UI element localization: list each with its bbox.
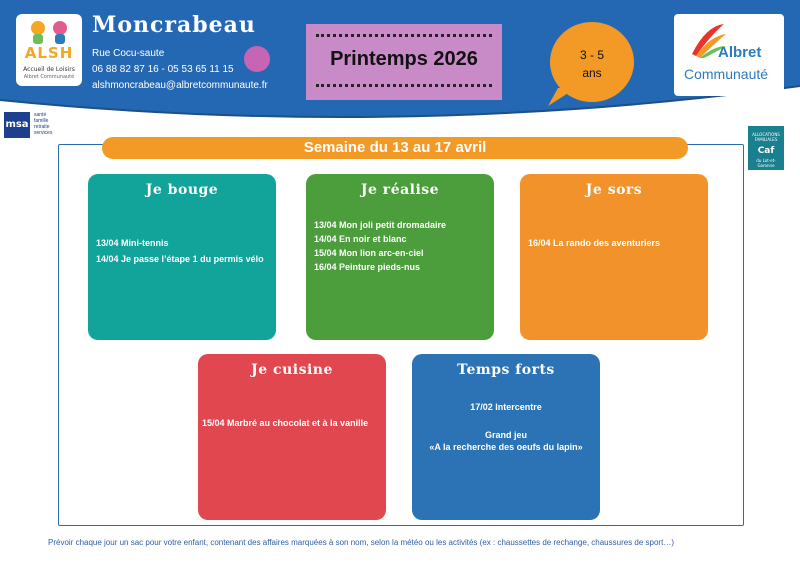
card-je-cuisine: [198, 354, 386, 520]
alsh-logo-subtitle: Accueil de Loisirs: [23, 66, 75, 73]
caf-logo-bottom: du Lot-et-Garonne: [756, 158, 776, 168]
msa-logo-line: retraite: [34, 124, 50, 130]
dotted-border-bottom: [316, 84, 492, 87]
alsh-logo-letters: ALSH: [24, 44, 74, 62]
age-unit: ans: [582, 66, 602, 80]
albret-logo-line1: Albret: [718, 44, 762, 61]
activity-item: 14/04 Je passe l’étape 1 du permis vélo: [96, 254, 264, 264]
msa-logo-mark: msa: [4, 112, 30, 138]
msa-logo: [4, 112, 64, 138]
activity-item: 13/04 Mini-tennis: [96, 238, 169, 248]
msa-logo-line: santé: [34, 112, 47, 118]
activity-item: 16/04 Peinture pieds-nus: [314, 262, 421, 272]
card-je-bouge: [88, 174, 276, 340]
activity-item: 14/04 En noir et blanc: [314, 234, 407, 244]
season-title: Printemps 2026: [330, 48, 478, 70]
week-title: Semaine du 13 au 17 avril: [102, 137, 688, 159]
caf-logo-mark: Caf: [757, 146, 775, 156]
decorative-dot: [244, 46, 270, 72]
age-range: 3 - 5: [579, 48, 604, 62]
footer-note: Prévoir chaque jour un sac pour votre enfant, contenant des affaires marquées à son nom, selon la météo ou les activités (ex : chaussettes de rechange, chaussures de sport…): [48, 538, 674, 547]
card-title: Je cuisine: [251, 362, 333, 378]
activity-item: 16/04 La rando des aventuriers: [528, 238, 661, 248]
activity-item: 13/04 Mon joli petit dromadaire: [314, 220, 447, 230]
age-bubble: [550, 22, 634, 102]
card-je-sors: [520, 174, 708, 340]
card-je-realise: [306, 174, 494, 340]
dotted-border-top: [316, 34, 492, 37]
caf-logo: [748, 126, 784, 170]
activity-item: 17/02 Intercentre: [470, 402, 542, 412]
card-title: Je sors: [585, 182, 643, 198]
caf-logo-top: ALLOCATIONS FAMILIALES: [752, 132, 780, 142]
card-temps-forts: [412, 354, 600, 520]
card-title: Je bouge: [145, 182, 219, 198]
activity-item: 15/04 Marbré au chocolat et à la vanille: [202, 418, 369, 428]
phone-numbers: 06 88 82 87 16 - 05 53 65 11 15: [92, 64, 234, 75]
card-title: Je réalise: [360, 182, 440, 198]
address: Rue Cocu-saute: [92, 48, 165, 59]
children-icon: [16, 14, 82, 46]
albret-communaute-logo: [674, 14, 784, 96]
season-banner: [306, 24, 502, 100]
email-address: alshmoncrabeau@albretcommunaute.fr: [92, 80, 268, 91]
activity-item: Grand jeu: [484, 430, 527, 440]
alsh-logo-org: Albret Communauté: [23, 74, 75, 80]
activity-item: «A la recherche des oeufs du lapin»: [429, 442, 583, 452]
town-title: Moncrabeau: [92, 12, 256, 38]
card-title: Temps forts: [457, 362, 555, 378]
msa-logo-line: services: [34, 130, 53, 136]
alsh-logo: [16, 14, 82, 86]
msa-logo-line: famille: [34, 118, 49, 124]
activity-item: 15/04 Mon lion arc-en-ciel: [314, 248, 424, 258]
albret-logo-line2: Communauté: [684, 66, 769, 82]
